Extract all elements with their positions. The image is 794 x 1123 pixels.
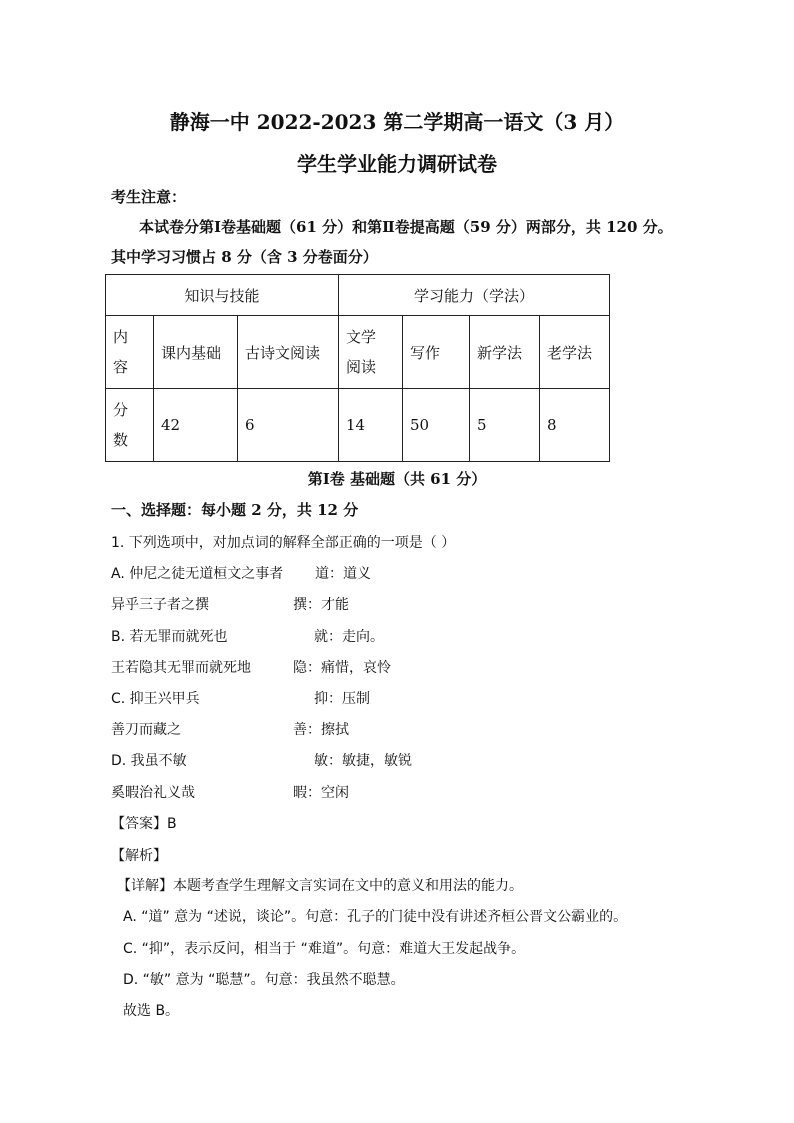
option-line: C. 抑王兴甲兵 bbox=[111, 691, 200, 707]
conclusion-line: 故选 B。 bbox=[123, 1003, 180, 1019]
option-gloss: 善：擦拭 bbox=[293, 722, 349, 738]
score-cell: 5 bbox=[470, 389, 540, 462]
analysis-label: 【解析】 bbox=[111, 848, 167, 864]
explanation-line: D. “敏” 意为 “聪慧”。句意：我虽然不聪慧。 bbox=[123, 972, 405, 988]
option-gloss: 敏：敏捷，敏锐 bbox=[314, 753, 412, 769]
option-gloss: 道：道义 bbox=[315, 566, 371, 582]
option-gloss: 撰：才能 bbox=[293, 597, 349, 613]
notice-line-2: 其中学习习惯占 8 分（含 3 分卷面分） bbox=[111, 248, 378, 266]
option-line: 奚暇治礼义哉 bbox=[111, 785, 195, 801]
question-stem: 1. 下列选项中，对加点词的解释全部正确的一项是（ ） bbox=[111, 535, 456, 551]
score-cell: 8 bbox=[540, 389, 610, 462]
group-learning-ability: 学习能力（学法） bbox=[339, 275, 610, 316]
col-new-method: 新学法 bbox=[470, 316, 540, 389]
option-line: B. 若无罪而就死也 bbox=[111, 629, 228, 645]
option-gloss: 就：走向。 bbox=[314, 629, 384, 645]
option-line: 异乎三子者之撰 bbox=[111, 597, 209, 613]
col-old-method: 老学法 bbox=[540, 316, 610, 389]
option-gloss: 隐：痛惜，哀怜 bbox=[293, 660, 391, 676]
part-heading: 一、选择题：每小题 2 分，共 12 分 bbox=[111, 501, 359, 519]
score-cell: 14 bbox=[339, 389, 403, 462]
option-line: D. 我虽不敏 bbox=[111, 753, 187, 769]
option-line: 善刀而藏之 bbox=[111, 722, 181, 738]
score-cell: 6 bbox=[238, 389, 339, 462]
document-subtitle: 学生学业能力调研试卷 bbox=[297, 152, 497, 176]
score-cell: 42 bbox=[154, 389, 238, 462]
option-line: A. 仲尼之徒无道桓文之事者 bbox=[111, 566, 284, 582]
col-writing: 写作 bbox=[403, 316, 470, 389]
table-row-content bbox=[106, 316, 610, 389]
explanation-line: A. “道” 意为 “述说，谈论”。句意：孔子的门徒中没有讲述齐桓公晋文公霸业的。 bbox=[123, 909, 628, 925]
score-cell: 50 bbox=[403, 389, 470, 462]
explanation-line: C. “抑”，表示反问，相当于 “难道”。句意：难道大王发起战争。 bbox=[123, 941, 526, 957]
answer-line bbox=[111, 813, 177, 833]
score-table bbox=[105, 274, 610, 462]
table-header-row bbox=[106, 275, 610, 316]
row-label-content: 内 容 bbox=[106, 316, 154, 389]
notice-line-1: 本试卷分第Ⅰ卷基础题（61 分）和第Ⅱ卷提高题（59 分）两部分，共 120 分。 bbox=[139, 218, 673, 236]
option-line: 王若隐其无罪而就死地 bbox=[111, 660, 251, 676]
table-row-scores bbox=[106, 389, 610, 462]
answer-label: 【答案】 bbox=[111, 816, 167, 832]
col-literary-reading: 文学 阅读 bbox=[339, 316, 403, 389]
group-knowledge-skills: 知识与技能 bbox=[106, 275, 339, 316]
col-classical-reading: 古诗文阅读 bbox=[238, 316, 339, 389]
row-label-score: 分 数 bbox=[106, 389, 154, 462]
option-gloss: 暇：空闲 bbox=[293, 785, 349, 801]
document-title: 静海一中 2022-2023 第二学期高一语文（3 月） bbox=[169, 110, 625, 134]
detail-line: 【详解】本题考查学生理解文言实词在文中的意义和用法的能力。 bbox=[117, 878, 523, 894]
col-in-class-basics: 课内基础 bbox=[154, 316, 238, 389]
answer-value: B bbox=[167, 816, 177, 832]
notice-label: 考生注意： bbox=[111, 188, 187, 206]
section-heading: 第Ⅰ卷 基础题（共 61 分） bbox=[307, 470, 487, 488]
option-gloss: 抑：压制 bbox=[314, 691, 370, 707]
